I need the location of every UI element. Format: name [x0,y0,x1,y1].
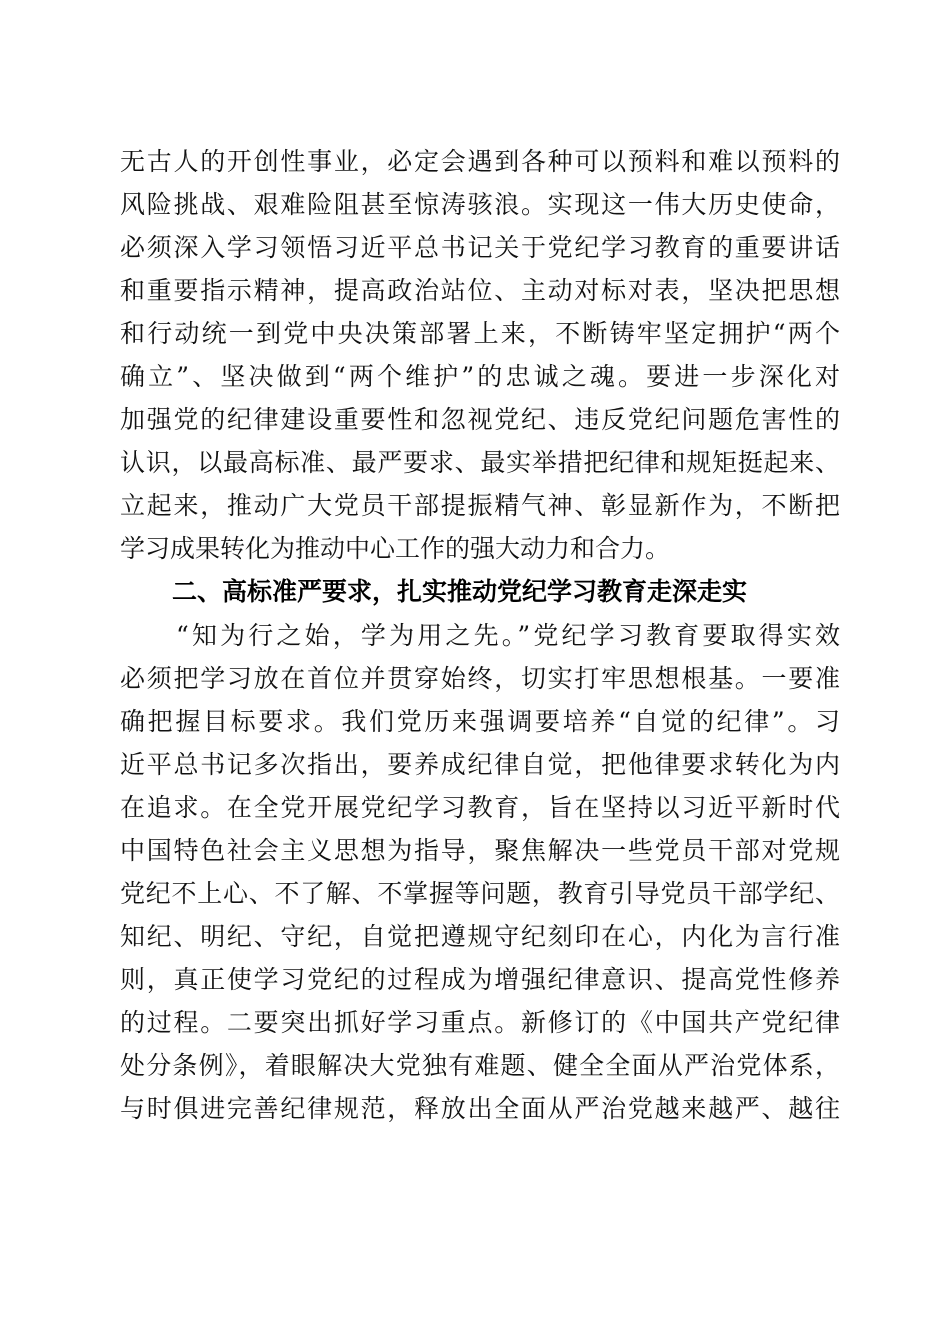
paragraph-line: 党纪不上心、不了解、不掌握等问题，教育引导党员干部学纪、 [120,879,840,908]
paragraph-line: 近平总书记多次指出，要养成纪律自觉，把他律要求转化为内 [120,750,840,779]
paragraph-line: 必须把学习放在首位并贯穿始终，切实打牢思想根基。一要准 [120,664,840,693]
paragraph-line: 确把握目标要求。我们党历来强调要培养“自觉的纪律”。习 [120,707,840,736]
paragraph-line: 知纪、明纪、守纪，自觉把遵规守纪刻印在心，内化为言行准 [120,922,840,951]
paragraph-1 [120,140,840,570]
paragraph-line: 和重要指示精神，提高政治站位、主动对标对表，坚决把思想 [120,276,840,305]
paragraph-line: 中国特色社会主义思想为指导，聚焦解决一些党员干部对党规 [120,836,840,865]
paragraph-line: 风险挑战、艰难险阻甚至惊涛骇浪。实现这一伟大历史使命， [120,190,840,219]
paragraph-line: “知为行之始，学为用之先。”党纪学习教育要取得实效 [176,621,840,650]
paragraph-line: 确立”、坚决做到“两个维护”的忠诚之魂。要进一步深化对 [120,362,840,391]
paragraph-line: 与时俱进完善纪律规范，释放出全面从严治党越来越严、越往 [120,1094,840,1123]
paragraph-line: 在追求。在全党开展党纪学习教育，旨在坚持以习近平新时代 [120,793,840,822]
paragraph-line: 学习成果转化为推动中心工作的强大动力和合力。 [120,534,671,563]
paragraph-line: 则，真正使学习党纪的过程成为增强纪律意识、提高党性修养 [120,965,840,994]
paragraph-line: 的过程。二要突出抓好学习重点。新修订的《中国共产党纪律 [120,1008,840,1037]
paragraph-line: 无古人的开创性事业，必定会遇到各种可以预料和难以预料的 [120,147,840,176]
paragraph-line: 处分条例》，着眼解决大党独有难题、健全全面从严治党体系， [120,1051,840,1080]
paragraph-line: 必须深入学习领悟习近平总书记关于党纪学习教育的重要讲话 [120,233,840,262]
paragraph-line: 和行动统一到党中央决策部署上来，不断铸牢坚定拥护“两个 [120,319,840,348]
paragraph-2 [120,614,840,1130]
paragraph-line: 加强党的纪律建设重要性和忽视党纪、违反党纪问题危害性的 [120,405,840,434]
paragraph-line: 认识，以最高标准、最严要求、最实举措把纪律和规矩挺起来、 [120,448,840,477]
section-heading: 二、高标准严要求，扎实推动党纪学习教育走深走实 [172,577,748,606]
paragraph-line: 立起来，推动广大党员干部提振精气神、彰显新作为，不断把 [120,491,840,520]
document-body [120,140,840,1130]
